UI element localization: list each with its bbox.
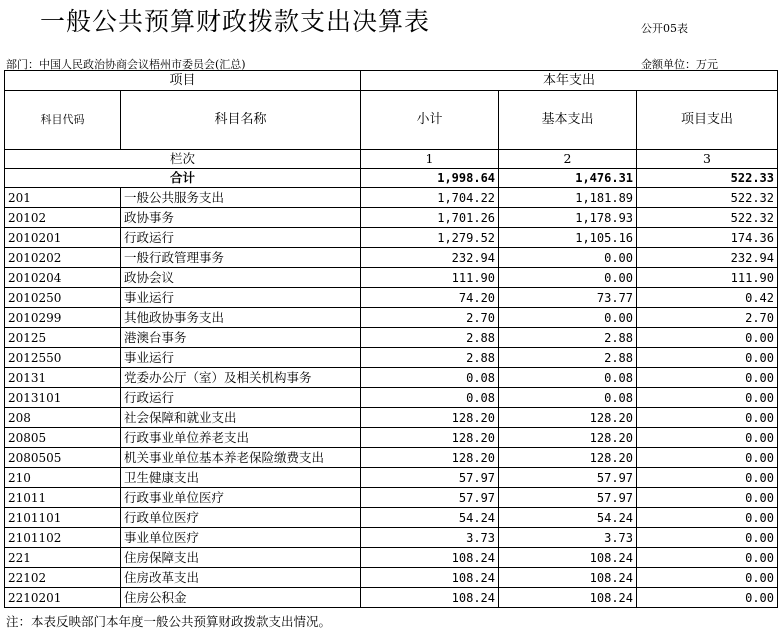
row-subtotal: 1,704.22 (361, 188, 499, 208)
row-name: 行政单位医疗 (121, 508, 361, 528)
row-subtotal: 2.88 (361, 328, 499, 348)
table-row (5, 208, 778, 228)
column-index-3: 3 (637, 150, 778, 169)
row-name: 事业运行 (121, 348, 361, 368)
row-name: 党委办公厅（室）及相关机构事务 (121, 368, 361, 388)
row-name: 行政运行 (121, 228, 361, 248)
table-row (5, 328, 778, 348)
amount-unit-label: 金额单位：万元 (641, 58, 718, 71)
row-subtotal: 74.20 (361, 288, 499, 308)
row-name: 住房改革支出 (121, 568, 361, 588)
row-name: 行政运行 (121, 388, 361, 408)
row-subtotal: 111.90 (361, 268, 499, 288)
row-code: 2013101 (5, 388, 121, 408)
row-project: 0.00 (637, 328, 778, 348)
row-subtotal: 2.88 (361, 348, 499, 368)
table-row (5, 428, 778, 448)
row-name: 一般行政管理事务 (121, 248, 361, 268)
row-basic: 0.00 (499, 268, 637, 288)
row-project: 0.00 (637, 568, 778, 588)
row-code: 22102 (5, 568, 121, 588)
row-code: 2010204 (5, 268, 121, 288)
row-name: 行政事业单位医疗 (121, 488, 361, 508)
row-basic: 0.08 (499, 388, 637, 408)
table-row (5, 348, 778, 368)
row-basic: 0.00 (499, 308, 637, 328)
header-column-row (5, 91, 778, 150)
header-subtotal: 小计 (361, 91, 499, 150)
row-code: 221 (5, 548, 121, 568)
header-project: 项目支出 (637, 91, 778, 150)
row-code: 2010201 (5, 228, 121, 248)
row-name: 事业运行 (121, 288, 361, 308)
header-name: 科目名称 (121, 91, 361, 150)
row-subtotal: 0.08 (361, 368, 499, 388)
row-project: 0.00 (637, 348, 778, 368)
table-row (5, 568, 778, 588)
table-row (5, 448, 778, 468)
row-code: 201 (5, 188, 121, 208)
header-group-row (5, 71, 778, 91)
row-name: 一般公共服务支出 (121, 188, 361, 208)
row-basic: 108.24 (499, 548, 637, 568)
row-subtotal: 232.94 (361, 248, 499, 268)
column-index-1: 1 (361, 150, 499, 169)
row-basic: 0.00 (499, 248, 637, 268)
row-name: 卫生健康支出 (121, 468, 361, 488)
expenditure-table (4, 70, 778, 608)
row-subtotal: 128.20 (361, 448, 499, 468)
row-name: 住房保障支出 (121, 548, 361, 568)
row-code: 2101102 (5, 528, 121, 548)
table-row (5, 288, 778, 308)
table-row (5, 528, 778, 548)
total-basic: 1,476.31 (499, 169, 637, 188)
row-project: 0.00 (637, 508, 778, 528)
row-name: 港澳台事务 (121, 328, 361, 348)
row-project: 2.70 (637, 308, 778, 328)
table-row (5, 508, 778, 528)
row-name: 住房公积金 (121, 588, 361, 608)
row-basic: 57.97 (499, 488, 637, 508)
row-code: 20805 (5, 428, 121, 448)
total-subtotal: 1,998.64 (361, 169, 499, 188)
report-title: 一般公共预算财政拨款支出决算表 (40, 7, 431, 36)
table-row (5, 228, 778, 248)
table-row (5, 588, 778, 608)
row-project: 0.00 (637, 388, 778, 408)
row-project: 0.00 (637, 368, 778, 388)
row-name: 政协会议 (121, 268, 361, 288)
row-subtotal: 128.20 (361, 428, 499, 448)
row-code: 2012550 (5, 348, 121, 368)
row-project: 0.42 (637, 288, 778, 308)
row-project: 0.00 (637, 428, 778, 448)
row-code: 2010250 (5, 288, 121, 308)
row-project: 0.00 (637, 488, 778, 508)
table-row (5, 468, 778, 488)
row-basic: 128.20 (499, 448, 637, 468)
row-subtotal: 108.24 (361, 548, 499, 568)
row-code: 210 (5, 468, 121, 488)
row-subtotal: 0.08 (361, 388, 499, 408)
row-basic: 128.20 (499, 428, 637, 448)
row-code: 2210201 (5, 588, 121, 608)
table-row (5, 548, 778, 568)
total-label: 合计 (5, 169, 361, 188)
department-label: 部门：中国人民政治协商会议梧州市委员会(汇总) (6, 58, 246, 71)
row-subtotal: 108.24 (361, 568, 499, 588)
row-subtotal: 108.24 (361, 588, 499, 608)
row-basic: 2.88 (499, 348, 637, 368)
row-project: 522.32 (637, 188, 778, 208)
row-subtotal: 3.73 (361, 528, 499, 548)
column-index-2: 2 (499, 150, 637, 169)
row-code: 2101101 (5, 508, 121, 528)
row-basic: 3.73 (499, 528, 637, 548)
header-code: 科目代码 (5, 91, 121, 150)
row-basic: 1,181.89 (499, 188, 637, 208)
row-subtotal: 1,279.52 (361, 228, 499, 248)
form-number: 公开05表 (641, 22, 688, 35)
row-subtotal: 1,701.26 (361, 208, 499, 228)
row-project: 0.00 (637, 408, 778, 428)
row-subtotal: 57.97 (361, 488, 499, 508)
table-row (5, 408, 778, 428)
row-basic: 54.24 (499, 508, 637, 528)
row-project: 232.94 (637, 248, 778, 268)
table-row (5, 268, 778, 288)
row-name: 政协事务 (121, 208, 361, 228)
row-subtotal: 57.97 (361, 468, 499, 488)
row-code: 20102 (5, 208, 121, 228)
row-subtotal: 2.70 (361, 308, 499, 328)
table-row (5, 188, 778, 208)
table-row (5, 488, 778, 508)
header-expense-group: 本年支出 (361, 71, 778, 91)
row-project: 111.90 (637, 268, 778, 288)
row-basic: 108.24 (499, 588, 637, 608)
total-project: 522.33 (637, 169, 778, 188)
row-basic: 1,105.16 (499, 228, 637, 248)
table-row (5, 368, 778, 388)
row-project: 0.00 (637, 528, 778, 548)
row-project: 174.36 (637, 228, 778, 248)
row-basic: 128.20 (499, 408, 637, 428)
row-project: 0.00 (637, 548, 778, 568)
header-item-group: 项目 (5, 71, 361, 91)
row-subtotal: 128.20 (361, 408, 499, 428)
row-code: 20131 (5, 368, 121, 388)
row-name: 其他政协事务支出 (121, 308, 361, 328)
row-basic: 1,178.93 (499, 208, 637, 228)
row-basic: 57.97 (499, 468, 637, 488)
footnote: 注：本表反映部门本年度一般公共预算财政拨款支出情况。 (6, 614, 332, 629)
total-row (5, 169, 778, 188)
table-row (5, 248, 778, 268)
row-name: 事业单位医疗 (121, 528, 361, 548)
row-code: 21011 (5, 488, 121, 508)
row-code: 2010202 (5, 248, 121, 268)
row-basic: 0.08 (499, 368, 637, 388)
row-basic: 2.88 (499, 328, 637, 348)
row-code: 2010299 (5, 308, 121, 328)
row-basic: 108.24 (499, 568, 637, 588)
row-name: 机关事业单位基本养老保险缴费支出 (121, 448, 361, 468)
column-index-label: 栏次 (5, 150, 361, 169)
column-index-row (5, 150, 778, 169)
row-project: 0.00 (637, 468, 778, 488)
row-project: 0.00 (637, 588, 778, 608)
row-name: 社会保障和就业支出 (121, 408, 361, 428)
table-row (5, 308, 778, 328)
row-basic: 73.77 (499, 288, 637, 308)
table-row (5, 388, 778, 408)
row-project: 522.32 (637, 208, 778, 228)
row-subtotal: 54.24 (361, 508, 499, 528)
row-project: 0.00 (637, 448, 778, 468)
row-name: 行政事业单位养老支出 (121, 428, 361, 448)
row-code: 208 (5, 408, 121, 428)
row-code: 20125 (5, 328, 121, 348)
row-code: 2080505 (5, 448, 121, 468)
header-basic: 基本支出 (499, 91, 637, 150)
